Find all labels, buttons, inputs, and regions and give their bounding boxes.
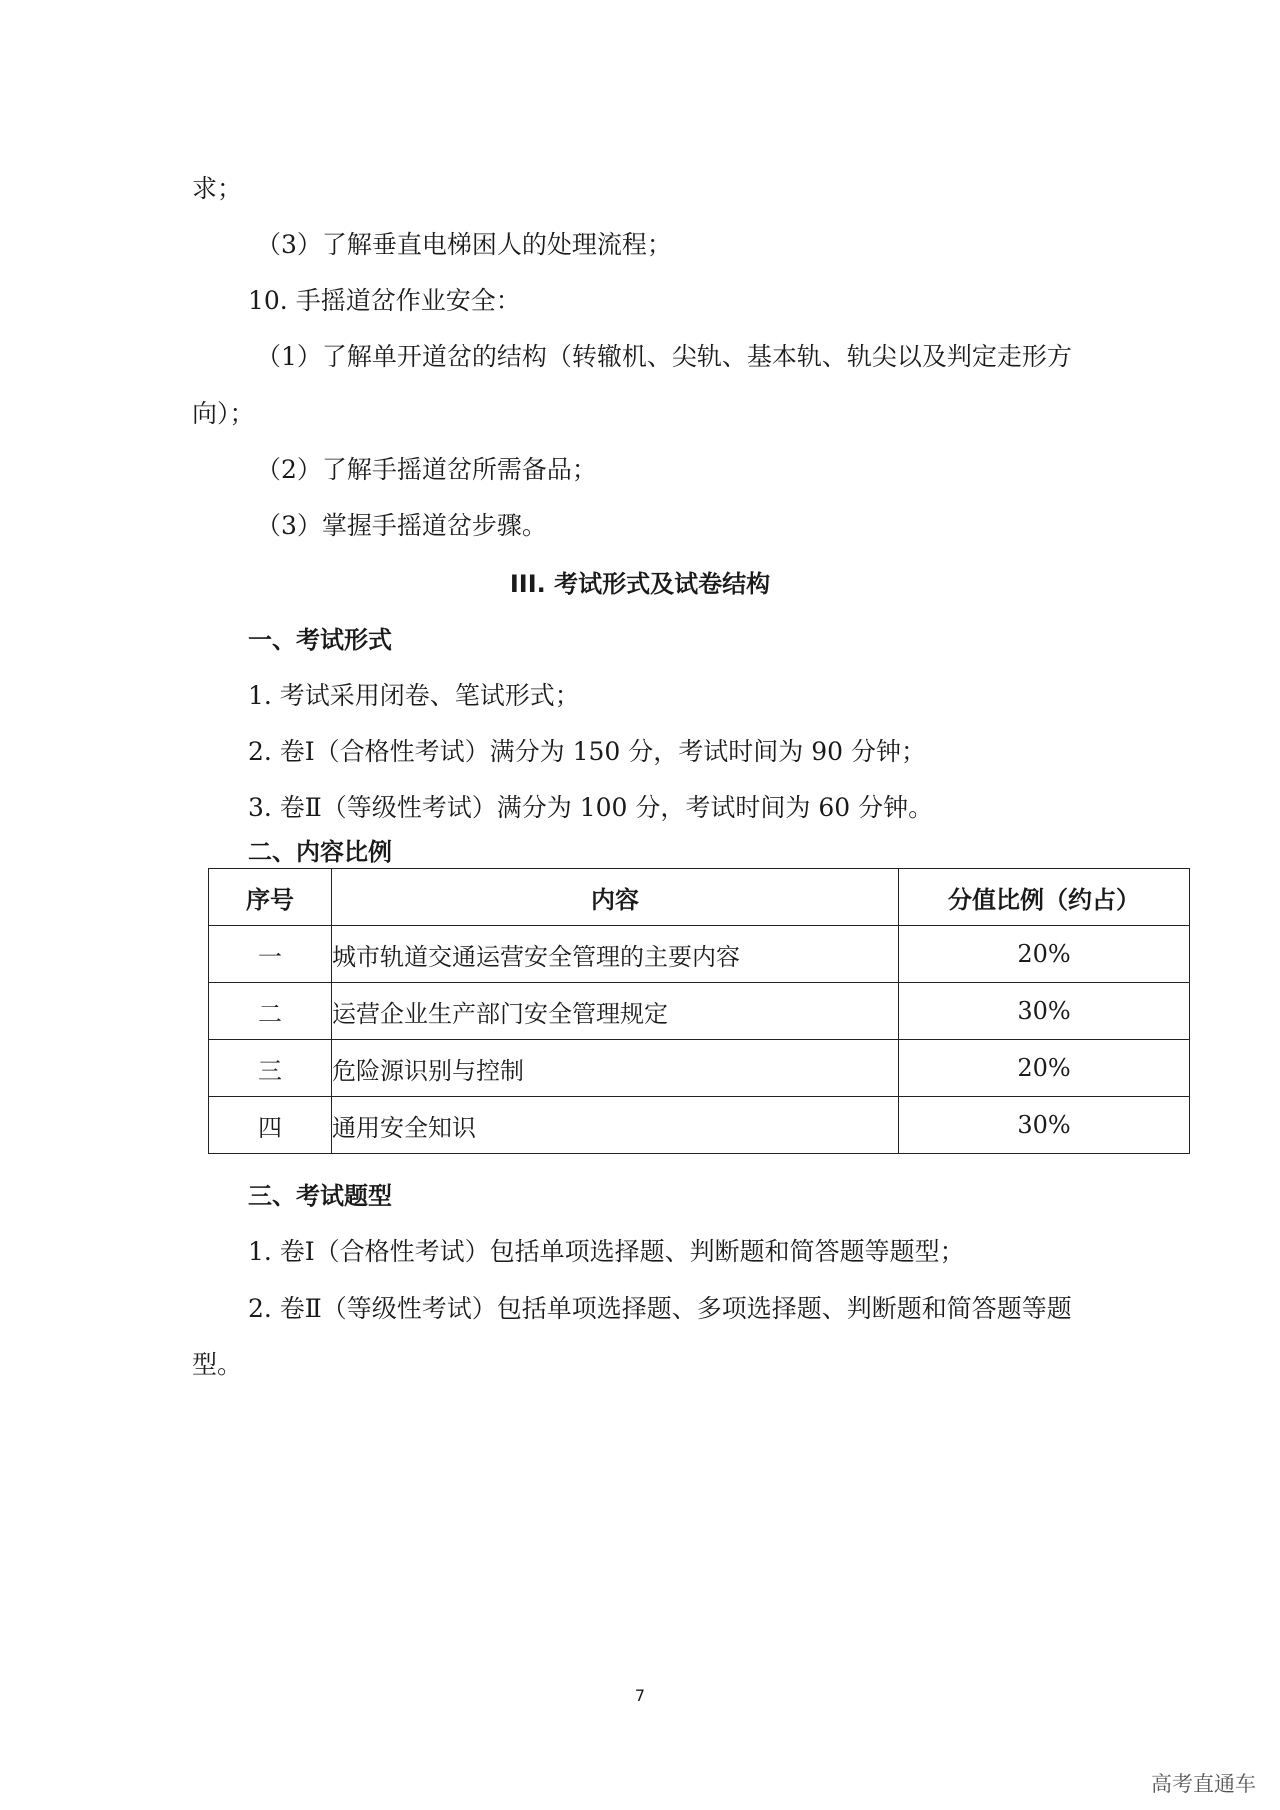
content-ratio-heading: 二、内容比例	[248, 838, 392, 866]
row-ratio: 30%	[899, 1097, 1190, 1154]
exam-form-heading: 一、考试形式	[248, 626, 392, 654]
row-no: 三	[209, 1040, 332, 1097]
exam-form-item: 2. 卷Ⅰ（合格性考试）满分为 150 分，考试时间为 90 分钟；	[248, 737, 926, 766]
watermark: 高考直通车	[1151, 1772, 1256, 1796]
row-content: 城市轨道交通运营安全管理的主要内容	[332, 926, 899, 983]
column-header-content: 内容	[332, 869, 899, 926]
text-line: 10. 手摇道岔作业安全：	[248, 286, 521, 315]
text-line: （2）了解手摇道岔所需备品；	[256, 455, 597, 484]
table-row	[209, 926, 1190, 983]
row-content: 危险源识别与控制	[332, 1040, 899, 1097]
column-header-ratio: 分值比例（约占）	[899, 869, 1190, 926]
row-ratio: 30%	[899, 983, 1190, 1040]
question-types-heading: 三、考试题型	[248, 1182, 392, 1210]
text-line: 向）；	[192, 399, 255, 428]
row-no: 二	[209, 983, 332, 1040]
table-row	[209, 1097, 1190, 1154]
table-header-row	[209, 869, 1190, 926]
content-ratio-table	[208, 868, 1190, 1154]
text-line: （1）了解单开道岔的结构（转辙机、尖轨、基本轨、轨尖以及判定走形方	[256, 342, 1072, 371]
section-title: III. 考试形式及试卷结构	[509, 570, 771, 598]
table-row	[209, 1040, 1190, 1097]
row-no: 一	[209, 926, 332, 983]
row-ratio: 20%	[899, 1040, 1190, 1097]
row-content: 通用安全知识	[332, 1097, 899, 1154]
exam-form-item: 3. 卷Ⅱ（等级性考试）满分为 100 分，考试时间为 60 分钟。	[248, 793, 934, 822]
row-ratio: 20%	[899, 926, 1190, 983]
page-number: 7	[634, 1686, 646, 1705]
question-types-line: 1. 卷Ⅰ（合格性考试）包括单项选择题、判断题和简答题等题型；	[248, 1237, 965, 1266]
question-types-line: 型。	[192, 1350, 243, 1379]
text-line: 求；	[192, 174, 243, 203]
text-line: （3）掌握手摇道岔步骤。	[256, 511, 547, 540]
table-row	[209, 983, 1190, 1040]
text-line: （3）了解垂直电梯困人的处理流程；	[256, 230, 672, 259]
row-no: 四	[209, 1097, 332, 1154]
row-content: 运营企业生产部门安全管理规定	[332, 983, 899, 1040]
column-header-no: 序号	[209, 869, 332, 926]
exam-form-item: 1. 考试采用闭卷、笔试形式；	[248, 681, 580, 710]
question-types-line: 2. 卷Ⅱ（等级性考试）包括单项选择题、多项选择题、判断题和简答题等题	[248, 1294, 1072, 1323]
